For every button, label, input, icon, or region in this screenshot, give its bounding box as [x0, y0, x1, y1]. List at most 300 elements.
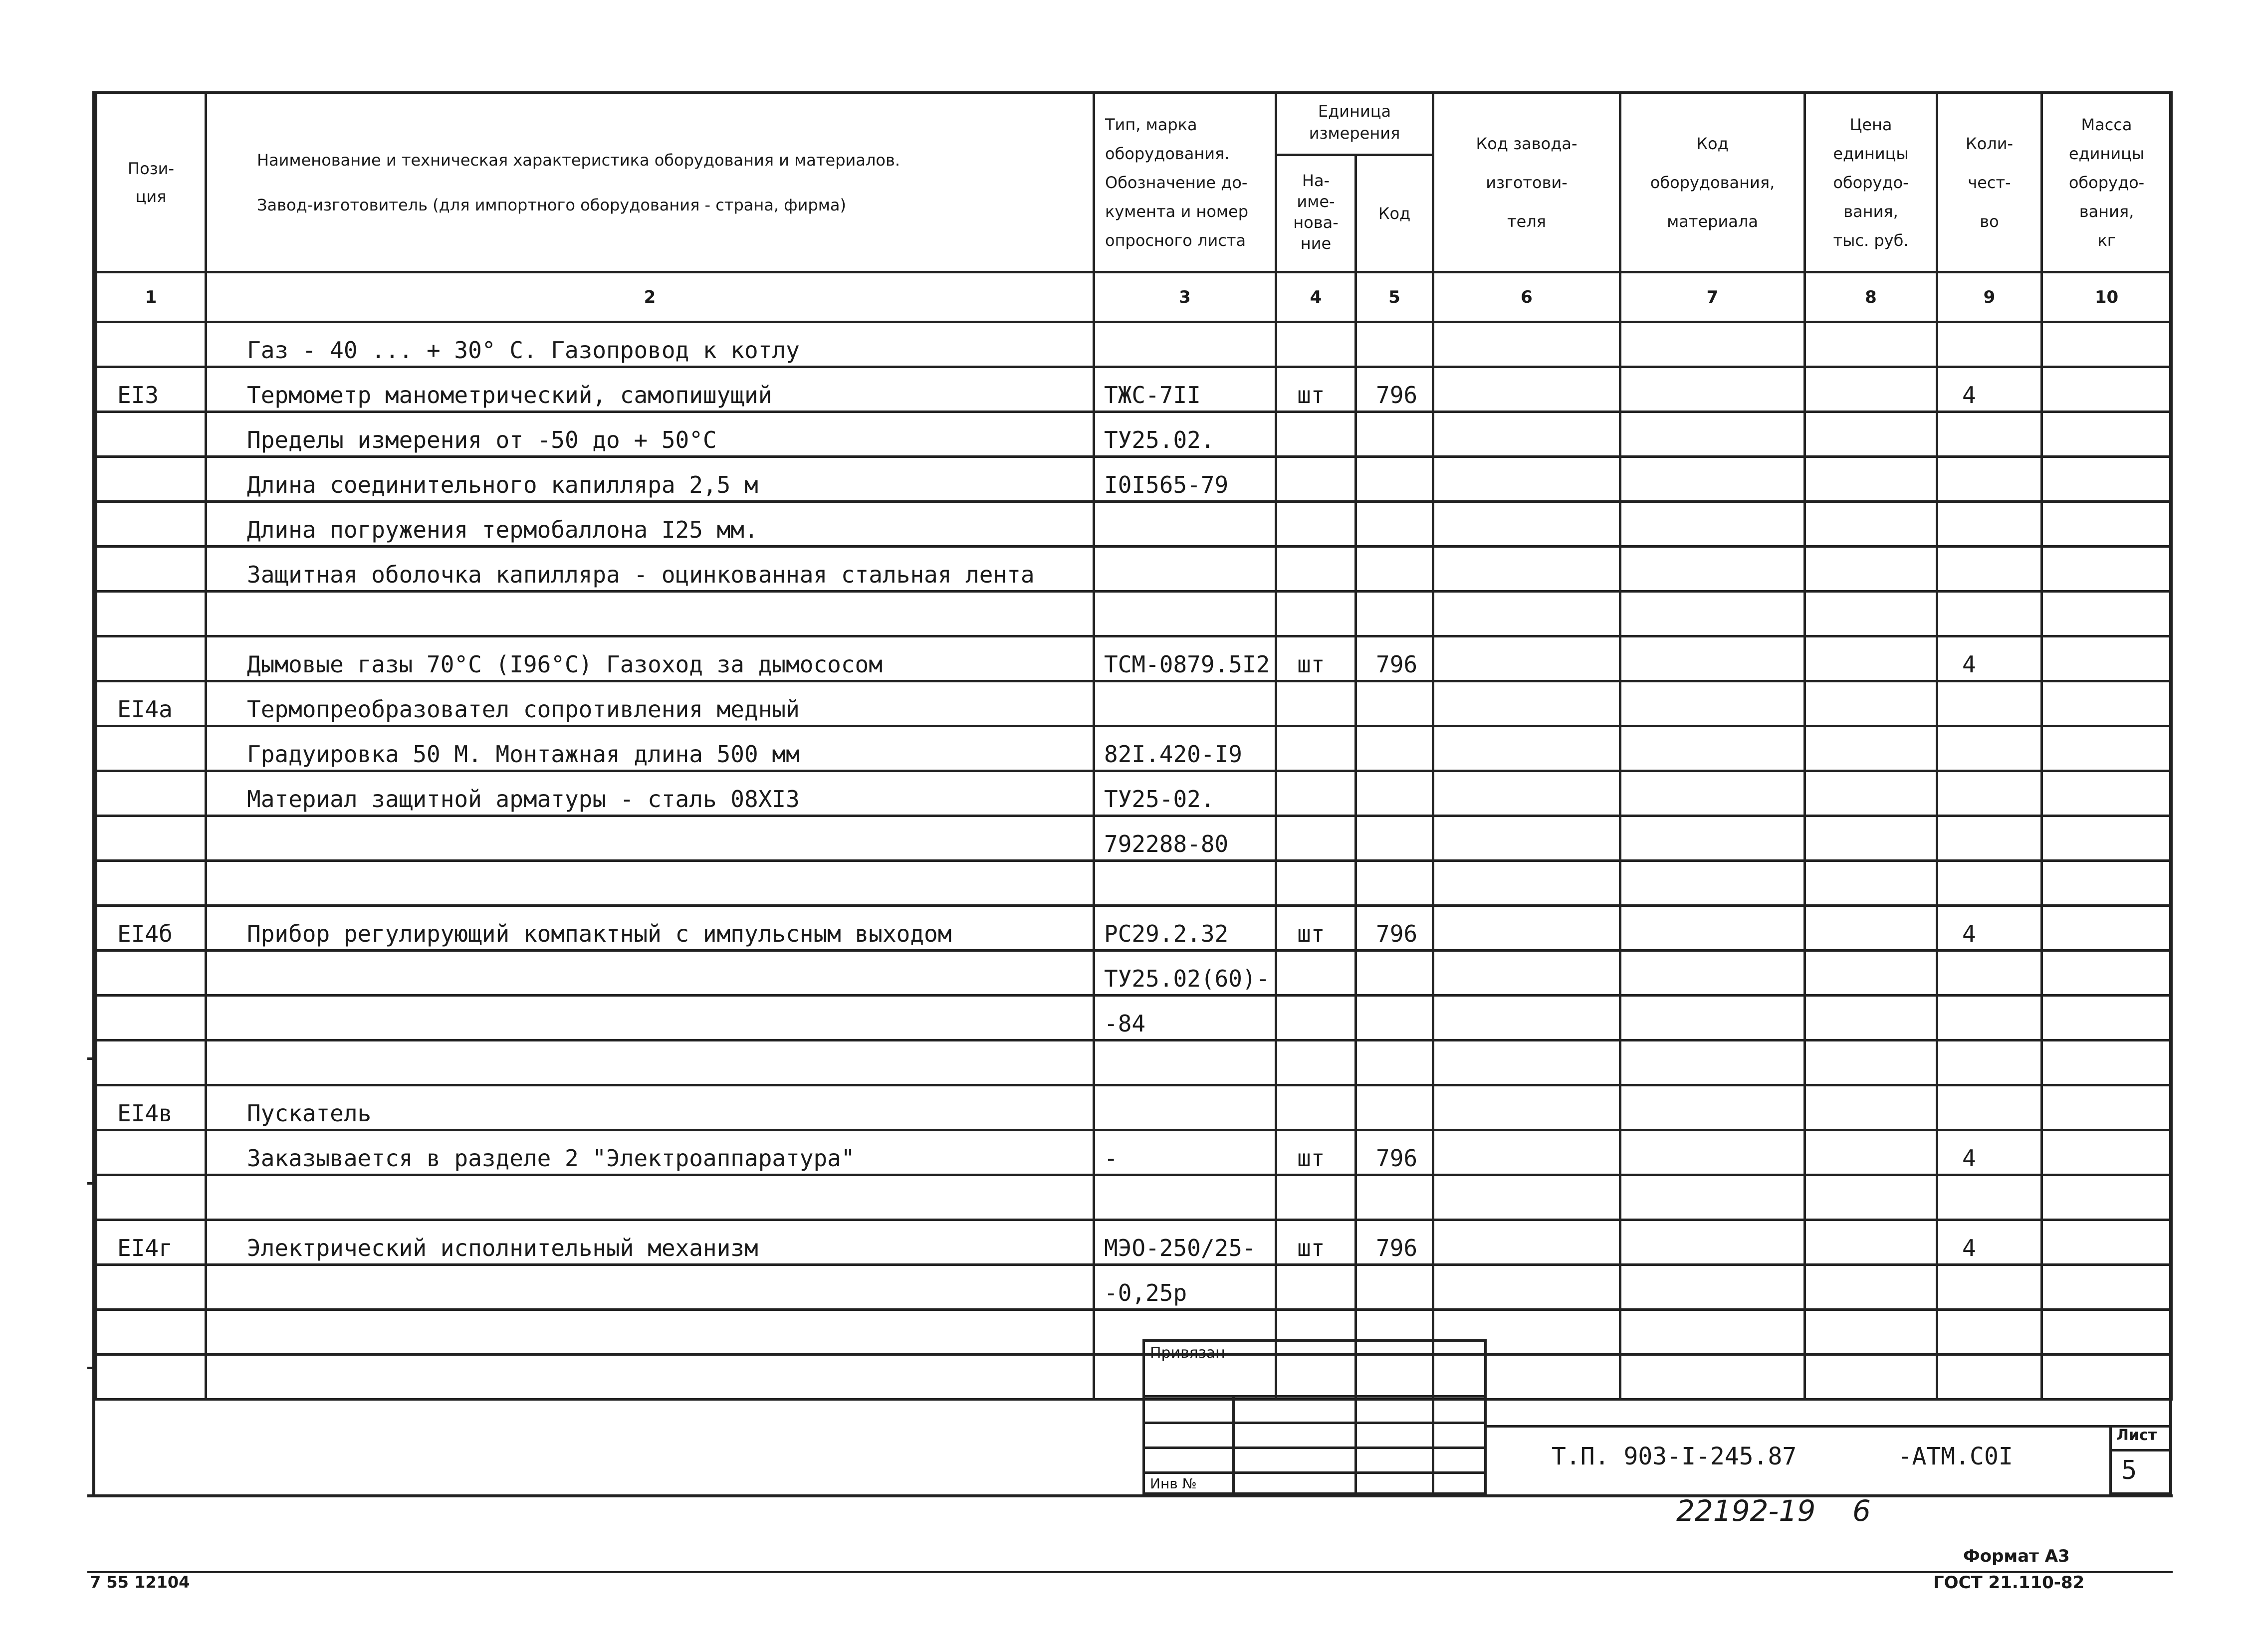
table-header-row — [96, 93, 2172, 155]
row-maker-code — [1433, 322, 1620, 367]
row-unit-code — [1356, 322, 1433, 367]
row-mass — [2042, 816, 2172, 861]
row-unit-code — [1356, 951, 1433, 996]
column-number: 3 — [1094, 272, 1276, 322]
stamp-inv-label: Инв № — [1150, 1475, 1197, 1492]
row-position — [96, 726, 206, 771]
row-type — [1094, 1085, 1276, 1130]
row-unit-code — [1356, 726, 1433, 771]
table-row — [96, 367, 2172, 412]
row-mass — [2042, 681, 2172, 726]
stamp-grid-line — [1142, 1471, 1487, 1474]
footer-left-code: 7 55 12104 — [90, 1573, 190, 1592]
row-position: EI4в — [96, 1085, 206, 1130]
row-position — [96, 1130, 206, 1175]
row-quantity: 4 — [1937, 367, 2042, 412]
row-equipment-code — [1620, 547, 1805, 592]
row-price — [1805, 951, 1937, 996]
row-type: 792288-80 — [1094, 816, 1276, 861]
row-mass — [2042, 1130, 2172, 1175]
row-maker-code — [1433, 681, 1620, 726]
row-equipment-code — [1620, 1130, 1805, 1175]
row-maker-code — [1433, 1085, 1620, 1130]
row-type — [1094, 547, 1276, 592]
row-unit-name — [1276, 681, 1356, 726]
format-label: Формат А3 — [1963, 1546, 2070, 1566]
row-name: Пределы измерения от -50 до + 50°С — [206, 412, 1094, 457]
header-price: Цена единицы оборудо- вания, тыс. руб. — [1805, 93, 1937, 272]
row-price — [1805, 771, 1937, 816]
row-name: Прибор регулирующий компактный с импульсным выходом — [206, 906, 1094, 951]
row-unit-name — [1276, 1265, 1356, 1310]
table-row — [96, 547, 2172, 592]
row-equipment-code — [1620, 457, 1805, 502]
row-price — [1805, 1175, 1937, 1220]
row-position: EI4г — [96, 1220, 206, 1265]
row-quantity: 4 — [1937, 1220, 2042, 1265]
row-price — [1805, 367, 1937, 412]
row-maker-code — [1433, 1040, 1620, 1085]
row-name — [206, 592, 1094, 636]
row-price — [1805, 547, 1937, 592]
row-type: ТЖС-7II — [1094, 367, 1276, 412]
row-quantity — [1937, 412, 2042, 457]
row-unit-code — [1356, 412, 1433, 457]
row-position — [96, 502, 206, 547]
row-quantity — [1937, 771, 2042, 816]
row-name: Термопреобразовател сопротивления медный — [206, 681, 1094, 726]
stamp-grid-line — [1142, 1395, 1487, 1398]
row-position — [96, 1040, 206, 1085]
row-price — [1805, 592, 1937, 636]
row-quantity — [1937, 951, 2042, 996]
row-quantity — [1937, 1355, 2042, 1400]
row-price — [1805, 1355, 1937, 1400]
document-code: Т.П. 903-I-245.87 -АТМ.С0I — [1552, 1443, 2013, 1470]
header-unit-code: Код — [1356, 155, 1433, 272]
column-number: 5 — [1356, 272, 1433, 322]
row-type — [1094, 1040, 1276, 1085]
table-row — [96, 322, 2172, 367]
row-unit-code — [1356, 816, 1433, 861]
row-quantity — [1937, 1265, 2042, 1310]
table-row — [96, 636, 2172, 681]
row-position — [96, 1175, 206, 1220]
row-mass — [2042, 412, 2172, 457]
row-name — [206, 1040, 1094, 1085]
row-price — [1805, 906, 1937, 951]
row-name: Пускатель — [206, 1085, 1094, 1130]
row-position — [96, 1265, 206, 1310]
row-quantity — [1937, 592, 2042, 636]
table-row — [96, 1310, 2172, 1355]
stamp-grid-line — [1232, 1395, 1235, 1495]
row-quantity — [1937, 547, 2042, 592]
table-row — [96, 861, 2172, 906]
row-quantity — [1937, 502, 2042, 547]
row-quantity — [1937, 457, 2042, 502]
row-name — [206, 1175, 1094, 1220]
row-price — [1805, 1040, 1937, 1085]
table-row — [96, 1355, 2172, 1400]
header-unit-group: Единица измерения — [1276, 93, 1433, 155]
row-position: EI4а — [96, 681, 206, 726]
row-unit-name — [1276, 412, 1356, 457]
row-mass — [2042, 502, 2172, 547]
row-maker-code — [1433, 457, 1620, 502]
row-unit-code — [1356, 1040, 1433, 1085]
table-row — [96, 771, 2172, 816]
table-row — [96, 502, 2172, 547]
row-unit-code — [1356, 457, 1433, 502]
row-unit-name — [1276, 1175, 1356, 1220]
row-price — [1805, 322, 1937, 367]
row-mass — [2042, 1175, 2172, 1220]
row-mass — [2042, 1085, 2172, 1130]
table-row — [96, 412, 2172, 457]
column-number: 10 — [2042, 272, 2172, 322]
row-equipment-code — [1620, 906, 1805, 951]
margin-tick — [87, 1182, 95, 1185]
row-unit-name: шт — [1276, 1220, 1356, 1265]
row-equipment-code — [1620, 592, 1805, 636]
row-name: Электрический исполнительный механизм — [206, 1220, 1094, 1265]
row-quantity — [1937, 1310, 2042, 1355]
row-unit-code — [1356, 861, 1433, 906]
row-name: Длина погружения термобаллона I25 мм. — [206, 502, 1094, 547]
row-position — [96, 1355, 206, 1400]
header-mass: Масса единицы оборудо- вания, кг — [2042, 93, 2172, 272]
row-type: ТУ25.02(60)- — [1094, 951, 1276, 996]
row-equipment-code — [1620, 816, 1805, 861]
column-number: 1 — [96, 272, 206, 322]
row-maker-code — [1433, 816, 1620, 861]
row-mass — [2042, 771, 2172, 816]
row-price — [1805, 861, 1937, 906]
row-type — [1094, 1175, 1276, 1220]
row-unit-name — [1276, 726, 1356, 771]
row-maker-code — [1433, 861, 1620, 906]
row-type: РС29.2.32 — [1094, 906, 1276, 951]
row-unit-name — [1276, 996, 1356, 1040]
row-mass — [2042, 636, 2172, 681]
row-maker-code — [1433, 1265, 1620, 1310]
row-maker-code — [1433, 592, 1620, 636]
row-maker-code — [1433, 1130, 1620, 1175]
row-quantity — [1937, 816, 2042, 861]
row-name: Материал защитной арматуры - сталь 08ХI3 — [206, 771, 1094, 816]
row-equipment-code — [1620, 771, 1805, 816]
row-maker-code — [1433, 996, 1620, 1040]
row-name: Градуировка 50 М. Монтажная длина 500 мм — [206, 726, 1094, 771]
row-maker-code — [1433, 726, 1620, 771]
row-mass — [2042, 951, 2172, 996]
row-quantity: 4 — [1937, 906, 2042, 951]
header-position: Пози- ция — [96, 93, 206, 272]
row-equipment-code — [1620, 996, 1805, 1040]
row-unit-code — [1356, 547, 1433, 592]
row-type: ТСМ-0879.5I2 — [1094, 636, 1276, 681]
row-price — [1805, 681, 1937, 726]
table-row — [96, 681, 2172, 726]
row-name — [206, 1355, 1094, 1400]
row-maker-code — [1433, 1220, 1620, 1265]
table-row — [96, 592, 2172, 636]
column-number: 2 — [206, 272, 1094, 322]
row-price — [1805, 457, 1937, 502]
stamp-privyazan-label: Привязан — [1150, 1344, 1225, 1362]
row-position — [96, 771, 206, 816]
row-unit-name — [1276, 771, 1356, 816]
row-position — [96, 547, 206, 592]
row-maker-code — [1433, 502, 1620, 547]
row-type: -0,25р — [1094, 1265, 1276, 1310]
row-unit-name — [1276, 547, 1356, 592]
row-quantity — [1937, 726, 2042, 771]
row-type: 82I.420-I9 — [1094, 726, 1276, 771]
header-type: Тип, марка оборудования. Обозначение до- кумента и номер опросного листа — [1094, 93, 1276, 272]
row-position — [96, 457, 206, 502]
row-mass — [2042, 1355, 2172, 1400]
row-unit-code — [1356, 996, 1433, 1040]
row-quantity — [1937, 322, 2042, 367]
row-position — [96, 412, 206, 457]
row-unit-code: 796 — [1356, 367, 1433, 412]
row-price — [1805, 1085, 1937, 1130]
row-equipment-code — [1620, 1220, 1805, 1265]
row-type — [1094, 861, 1276, 906]
row-type: ТУ25.02. — [1094, 412, 1276, 457]
row-unit-code — [1356, 502, 1433, 547]
table-row — [96, 1040, 2172, 1085]
column-number: 4 — [1276, 272, 1356, 322]
margin-tick — [87, 1367, 95, 1369]
row-maker-code — [1433, 1175, 1620, 1220]
row-equipment-code — [1620, 1310, 1805, 1355]
specification-table — [95, 91, 2173, 1401]
row-unit-code — [1356, 1265, 1433, 1310]
row-price — [1805, 412, 1937, 457]
row-unit-name — [1276, 951, 1356, 996]
row-name — [206, 1310, 1094, 1355]
row-equipment-code — [1620, 322, 1805, 367]
row-price — [1805, 816, 1937, 861]
row-name: Дымовые газы 70°С (I96°С) Газоход за дымососом — [206, 636, 1094, 681]
row-name: Защитная оболочка капилляра - оцинкованная стальная лента — [206, 547, 1094, 592]
row-type — [1094, 322, 1276, 367]
row-mass — [2042, 1220, 2172, 1265]
row-equipment-code — [1620, 726, 1805, 771]
row-equipment-code — [1620, 1175, 1805, 1220]
row-position — [96, 816, 206, 861]
row-position — [96, 592, 206, 636]
column-number-row — [96, 272, 2172, 322]
row-maker-code — [1433, 636, 1620, 681]
stamp-grid-line — [1142, 1446, 1487, 1449]
row-price — [1805, 502, 1937, 547]
row-maker-code — [1433, 771, 1620, 816]
row-name — [206, 996, 1094, 1040]
row-position: EI3 — [96, 367, 206, 412]
row-name — [206, 1265, 1094, 1310]
row-maker-code — [1433, 547, 1620, 592]
row-type — [1094, 502, 1276, 547]
row-name: Заказывается в разделе 2 "Электроаппаратура" — [206, 1130, 1094, 1175]
row-equipment-code — [1620, 951, 1805, 996]
row-name — [206, 951, 1094, 996]
row-type: I0I565-79 — [1094, 457, 1276, 502]
row-type: ТУ25-02. — [1094, 771, 1276, 816]
row-mass — [2042, 726, 2172, 771]
header-quantity: Коли- чест- во — [1937, 93, 2042, 272]
row-maker-code — [1433, 951, 1620, 996]
handwritten-number: 22192-19 6 — [1676, 1494, 1871, 1528]
table-row — [96, 726, 2172, 771]
stamp-grid-line — [2109, 1449, 2172, 1451]
row-equipment-code — [1620, 1040, 1805, 1085]
row-unit-name — [1276, 1085, 1356, 1130]
row-price — [1805, 636, 1937, 681]
row-quantity — [1937, 681, 2042, 726]
table-row — [96, 1265, 2172, 1310]
row-position: EI4б — [96, 906, 206, 951]
row-position — [96, 322, 206, 367]
row-equipment-code — [1620, 681, 1805, 726]
row-unit-name: шт — [1276, 1130, 1356, 1175]
row-maker-code — [1433, 906, 1620, 951]
row-equipment-code — [1620, 861, 1805, 906]
stamp-grid-line — [1354, 1395, 1357, 1495]
row-maker-code — [1433, 367, 1620, 412]
row-unit-name — [1276, 457, 1356, 502]
column-number: 9 — [1937, 272, 2042, 322]
column-number: 6 — [1433, 272, 1620, 322]
row-equipment-code — [1620, 502, 1805, 547]
row-mass — [2042, 367, 2172, 412]
row-mass — [2042, 322, 2172, 367]
row-unit-code — [1356, 1085, 1433, 1130]
row-price — [1805, 1130, 1937, 1175]
row-unit-name — [1276, 502, 1356, 547]
row-unit-name — [1276, 816, 1356, 861]
row-price — [1805, 726, 1937, 771]
table-row — [96, 1085, 2172, 1130]
table-row — [96, 951, 2172, 996]
row-unit-code — [1356, 771, 1433, 816]
row-position — [96, 861, 206, 906]
row-quantity: 4 — [1937, 1130, 2042, 1175]
footer-line — [87, 1571, 2173, 1573]
row-mass — [2042, 1265, 2172, 1310]
row-mass — [2042, 457, 2172, 502]
row-type: МЭО-250/25- — [1094, 1220, 1276, 1265]
stamp-grid-line — [1142, 1422, 1487, 1424]
row-equipment-code — [1620, 636, 1805, 681]
row-position — [96, 951, 206, 996]
row-quantity — [1937, 1175, 2042, 1220]
header-equipment-code: Код оборудования, материала — [1620, 93, 1805, 272]
table-row — [96, 1175, 2172, 1220]
header-name: Наименование и техническая характеристика оборудования и материалов. Завод-изготовитель (для импортного оборудования - страна, фирма) — [206, 93, 1094, 272]
table-row — [96, 816, 2172, 861]
table-row — [96, 457, 2172, 502]
row-unit-name — [1276, 861, 1356, 906]
row-mass — [2042, 547, 2172, 592]
row-mass — [2042, 906, 2172, 951]
row-mass — [2042, 1040, 2172, 1085]
row-maker-code — [1433, 412, 1620, 457]
row-quantity — [1937, 1085, 2042, 1130]
table-row — [96, 996, 2172, 1040]
stamp-grid-line — [1432, 1395, 1434, 1495]
margin-tick — [87, 1057, 95, 1060]
header-unit-name: На- име- нова- ние — [1276, 155, 1356, 272]
row-equipment-code — [1620, 1265, 1805, 1310]
row-equipment-code — [1620, 1355, 1805, 1400]
row-position — [96, 636, 206, 681]
stamp-top-line — [1487, 1425, 2170, 1428]
header-maker-code: Код завода- изготови- теля — [1433, 93, 1620, 272]
row-unit-code — [1356, 1175, 1433, 1220]
row-price — [1805, 1310, 1937, 1355]
row-price — [1805, 1220, 1937, 1265]
row-unit-name — [1276, 1040, 1356, 1085]
row-price — [1805, 996, 1937, 1040]
row-unit-name — [1276, 592, 1356, 636]
row-name — [206, 861, 1094, 906]
row-unit-code — [1356, 592, 1433, 636]
row-position — [96, 996, 206, 1040]
row-name: Длина соединительного капилляра 2,5 м — [206, 457, 1094, 502]
row-type — [1094, 592, 1276, 636]
row-name — [206, 816, 1094, 861]
row-unit-code — [1356, 681, 1433, 726]
sheet-label: Лист — [2116, 1427, 2157, 1444]
row-quantity — [1937, 861, 2042, 906]
table-row — [96, 1220, 2172, 1265]
table-row — [96, 1130, 2172, 1175]
row-unit-name — [1276, 322, 1356, 367]
row-unit-code: 796 — [1356, 1220, 1433, 1265]
row-quantity — [1937, 996, 2042, 1040]
column-number: 8 — [1805, 272, 1937, 322]
row-price — [1805, 1265, 1937, 1310]
gost-label: ГОСТ 21.110-82 — [1933, 1573, 2085, 1593]
row-mass — [2042, 996, 2172, 1040]
row-name: Газ - 40 ... + 30° С. Газопровод к котлу — [206, 322, 1094, 367]
column-number: 7 — [1620, 272, 1805, 322]
row-unit-code: 796 — [1356, 636, 1433, 681]
row-equipment-code — [1620, 412, 1805, 457]
table-row — [96, 906, 2172, 951]
row-unit-name: шт — [1276, 367, 1356, 412]
row-unit-code: 796 — [1356, 906, 1433, 951]
sheet-number: 5 — [2121, 1455, 2137, 1485]
row-unit-name: шт — [1276, 906, 1356, 951]
row-position — [96, 1310, 206, 1355]
row-type: -84 — [1094, 996, 1276, 1040]
row-quantity: 4 — [1937, 636, 2042, 681]
row-type — [1094, 681, 1276, 726]
row-type: - — [1094, 1130, 1276, 1175]
row-mass — [2042, 1310, 2172, 1355]
row-unit-code: 796 — [1356, 1130, 1433, 1175]
row-unit-name: шт — [1276, 636, 1356, 681]
row-mass — [2042, 861, 2172, 906]
row-equipment-code — [1620, 367, 1805, 412]
row-equipment-code — [1620, 1085, 1805, 1130]
row-quantity — [1937, 1040, 2042, 1085]
